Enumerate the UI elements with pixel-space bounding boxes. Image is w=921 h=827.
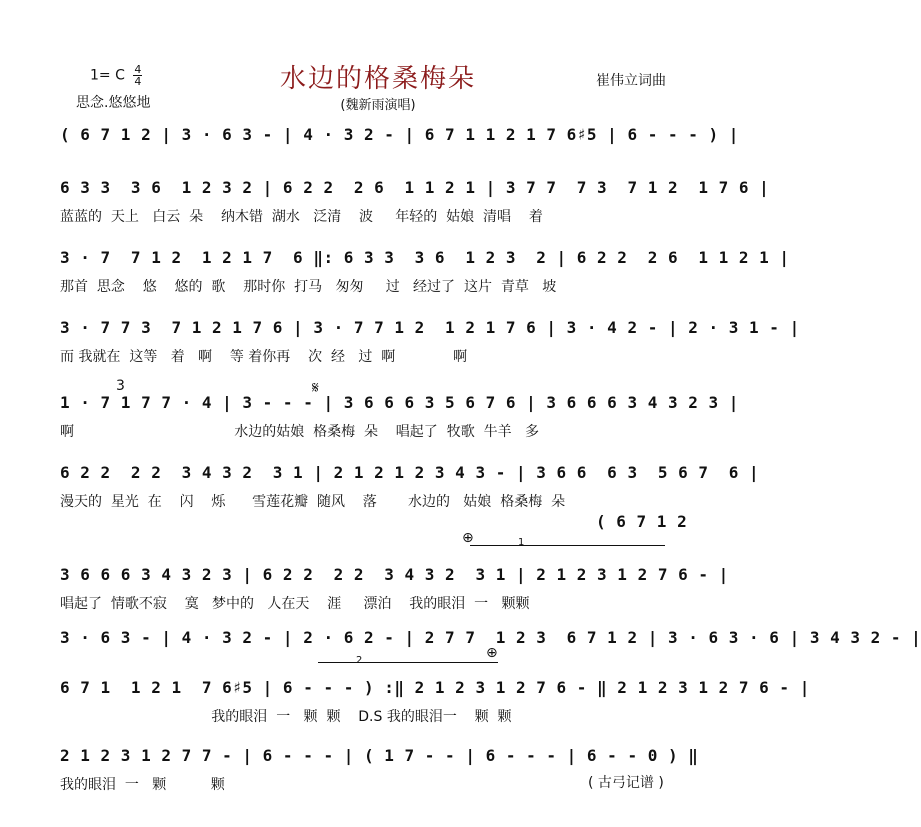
score-line-9-notes: 6 7 1 1 2 1 7 6♯5 | 6 - - - ) :‖ 2 1 2 3 1 2 7 6 - ‖ 2 1 2 3 1 2 7 6 - |: [60, 678, 810, 697]
volta-1-bracket: [470, 545, 665, 546]
score-line-7-lyrics: 唱起了 情歌不寂 寞 梦中的 人在天 涯 漂泊 我的眼泪 一 颗颗: [60, 596, 530, 612]
segno-sign: 𝄋: [312, 378, 319, 397]
score-line-3-notes: 3 · 7 7 1 2 1 2 1 7 6 ‖: 6 3 3 3 6 1 2 3 2 | 6 2 2 2 6 1 1 2 1 |: [60, 248, 790, 267]
pickup-notes: ( 6 7 1 2: [596, 512, 688, 531]
composer-credit: 崔伟立词曲: [596, 73, 666, 89]
score-line-5-lyrics: 啊 水边的姑娘 格桑梅 朵 唱起了 牧歌 牛羊 多: [60, 424, 539, 440]
key-label: 1= C: [90, 67, 125, 84]
volta-1-label: 1: [518, 537, 525, 548]
score-line-5-notes: 1 · 7 1 7 7 · 4 | 3 - - - | 3 6 6 6 3 5 6 7 6 | 3 6 6 6 3 4 3 2 3 |: [60, 393, 739, 412]
score-line-2-notes: 6 3 3 3 6 1 2 3 2 | 6 2 2 2 6 1 1 2 1 | 3 7 7 7 3 7 1 2 1 7 6 |: [60, 178, 770, 197]
tempo-marking: 思念.悠悠地: [76, 95, 151, 111]
score-line-10-notes: 2 1 2 3 1 2 7 7 - | 6 - - - | ( 1 7 - - | 6 - - - | 6 - - 0 ) ‖: [60, 746, 699, 765]
score-line-4-notes: 3 · 7 7 3 7 1 2 1 7 6 | 3 · 7 7 1 2 1 2 1 7 6 | 3 · 4 2 - | 2 · 3 1 - |: [60, 318, 800, 337]
score-line-4-lyrics: 而 我就在 这等 着 啊 等 着你再 次 经 过 啊 啊: [60, 349, 468, 365]
score-line-7-notes: 3 6 6 6 3 4 3 2 3 | 6 2 2 2 2 3 4 3 2 3 1 | 2 1 2 3 1 2 7 6 - |: [60, 565, 729, 584]
score-line-6-notes: 6 2 2 2 2 3 4 3 2 3 1 | 2 1 2 1 2 3 4 3 - | 3 6 6 6 3 5 6 7 6 |: [60, 463, 760, 482]
coda-sign-1: ⊕: [462, 530, 474, 546]
coda-sign-2: ⊕: [486, 645, 498, 661]
volta-2-bracket: [318, 662, 498, 663]
time-bottom: 4: [134, 75, 142, 88]
score-line-2-lyrics: 蓝蓝的 天上 白云 朵 纳木错 湖水 泛清 波 年轻的 姑娘 清唱 着: [60, 209, 543, 225]
score-line-6-lyrics: 漫天的 星光 在 闪 烁 雪莲花瓣 随风 落 水边的 姑娘 格桑梅 朵: [60, 494, 566, 510]
score-line-9-lyrics: 我的眼泪 一 颗 颗 D.S 我的眼泪一 颗 颗: [60, 709, 512, 725]
score-line-3-lyrics: 那首 思念 悠 悠的 歌 那时你 打马 匆匆 过 经过了 这片 青草 坡: [60, 279, 557, 295]
score-line-8-notes: 3 · 6 3 - | 4 · 3 2 - | 2 · 6 2 - | 2 7 7 1 2 3 6 7 1 2 | 3 · 6 3 · 6 | 3 4 3 2 - |: [60, 628, 921, 647]
triplet-mark: 3: [116, 378, 125, 394]
singer-credit: (魏新雨演唱): [340, 98, 416, 113]
time-top: 4: [134, 63, 142, 76]
score-line-10-lyrics: 我的眼泪 一 颗 颗: [60, 777, 225, 793]
scribe-credit: ( 古弓记谱 ): [588, 775, 664, 791]
volta-2-label: 2: [356, 655, 363, 666]
song-title: 水边的格桑梅朵: [279, 64, 476, 94]
score-line-1-notes: ( 6 7 1 2 | 3 · 6 3 - | 4 · 3 2 - | 6 7 1 1 2 1 7 6♯5 | 6 - - - ) |: [60, 125, 739, 144]
